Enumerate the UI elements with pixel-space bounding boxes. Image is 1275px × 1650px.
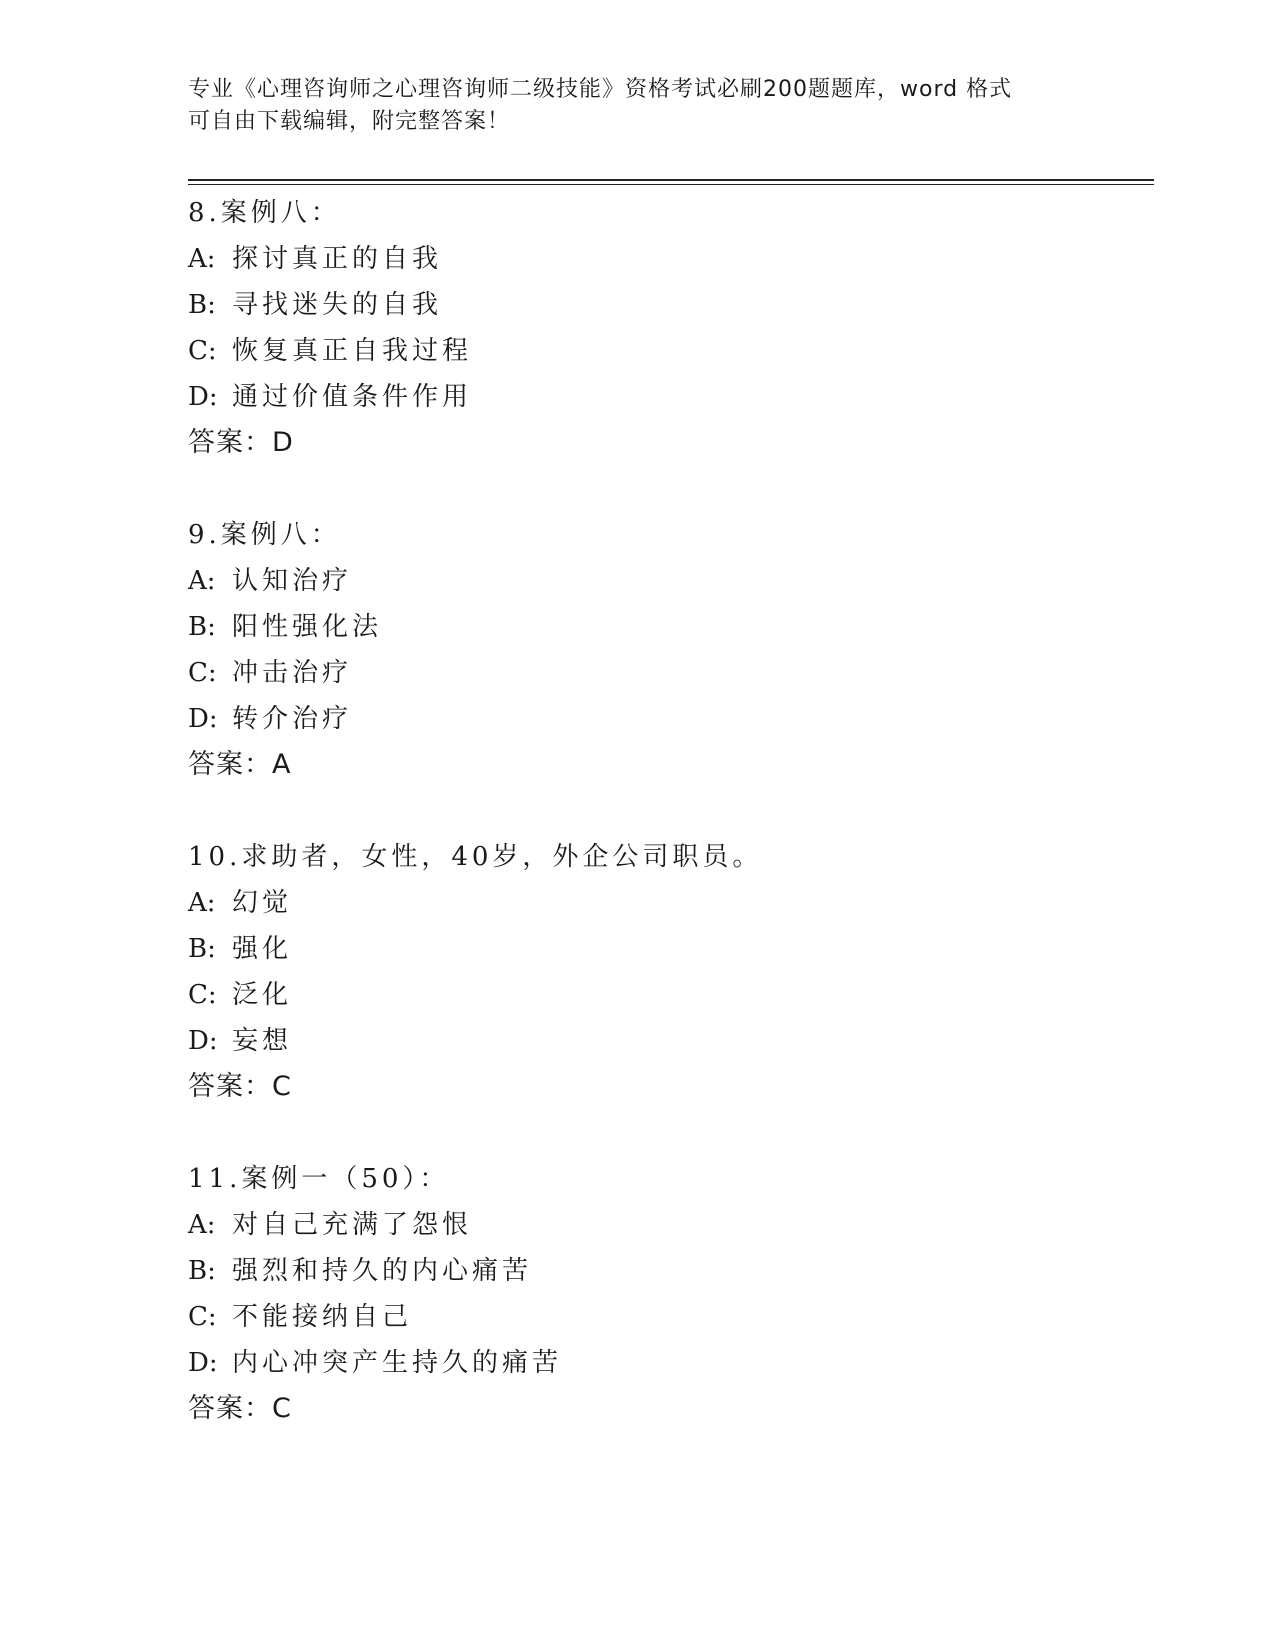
question-list (188, 190, 1148, 1478)
option-letter: C: (188, 336, 217, 366)
option-text: 内心冲突产生持久的痛苦 (232, 1348, 563, 1378)
option-letter: C: (188, 658, 217, 688)
option-text: 通过价值条件作用 (232, 382, 473, 412)
option-c (188, 972, 1148, 1018)
option-text: 泛化 (232, 980, 293, 1010)
question-stem: 11.案例一（50）： (188, 1164, 450, 1194)
option-text: 转介治疗 (232, 704, 353, 734)
option-c (188, 1294, 1148, 1340)
option-letter: D: (188, 382, 218, 412)
option-d (188, 1018, 1148, 1064)
header-line-1: 专业《心理咨询师之心理咨询师二级技能》资格考试必刷200题题库，word 格式 (188, 77, 1013, 102)
option-text: 幻觉 (232, 888, 293, 918)
header-divider-thin (188, 184, 1154, 185)
option-b (188, 1248, 1148, 1294)
option-a (188, 558, 1148, 604)
option-text: 对自己充满了怨恨 (232, 1210, 473, 1240)
answer: 答案：C (188, 1393, 292, 1424)
option-letter: B: (188, 1256, 216, 1286)
header-divider-thick (188, 179, 1154, 181)
question-10 (188, 834, 1148, 1110)
option-b (188, 282, 1148, 328)
option-letter: A: (188, 566, 216, 596)
option-d (188, 696, 1148, 742)
option-b (188, 604, 1148, 650)
option-text: 冲击治疗 (232, 658, 353, 688)
question-stem: 10.求助者，女性，40岁，外企公司职员。 (188, 842, 763, 872)
question-stem: 9.案例八： (188, 520, 341, 550)
option-letter: B: (188, 290, 216, 320)
option-text: 寻找迷失的自我 (232, 290, 443, 320)
option-letter: D: (188, 1348, 218, 1378)
option-a (188, 236, 1148, 282)
option-text: 恢复真正自我过程 (232, 336, 473, 366)
option-text: 强烈和持久的内心痛苦 (232, 1256, 533, 1286)
option-letter: C: (188, 1302, 217, 1332)
option-b (188, 926, 1148, 972)
question-9 (188, 512, 1148, 788)
option-text: 不能接纳自己 (232, 1302, 413, 1332)
answer: 答案：A (188, 749, 292, 780)
option-letter: D: (188, 1026, 218, 1056)
document-header (188, 74, 1068, 138)
option-letter: A: (188, 888, 216, 918)
option-letter: C: (188, 980, 217, 1010)
option-d (188, 1340, 1148, 1386)
option-text: 探讨真正的自我 (232, 244, 443, 274)
option-letter: A: (188, 244, 216, 274)
option-a (188, 880, 1148, 926)
option-d (188, 374, 1148, 420)
option-c (188, 650, 1148, 696)
option-c (188, 328, 1148, 374)
question-8 (188, 190, 1148, 466)
option-letter: B: (188, 934, 216, 964)
option-text: 阳性强化法 (232, 612, 383, 642)
answer: 答案：D (188, 427, 294, 458)
option-text: 认知治疗 (232, 566, 353, 596)
header-line-2: 可自由下载编辑，附完整答案！ (188, 109, 511, 134)
option-letter: B: (188, 612, 216, 642)
option-text: 强化 (232, 934, 293, 964)
question-stem: 8.案例八： (188, 198, 341, 228)
option-letter: A: (188, 1210, 216, 1240)
option-a (188, 1202, 1148, 1248)
answer: 答案：C (188, 1071, 292, 1102)
option-letter: D: (188, 704, 218, 734)
option-text: 妄想 (232, 1026, 293, 1056)
question-11 (188, 1156, 1148, 1432)
